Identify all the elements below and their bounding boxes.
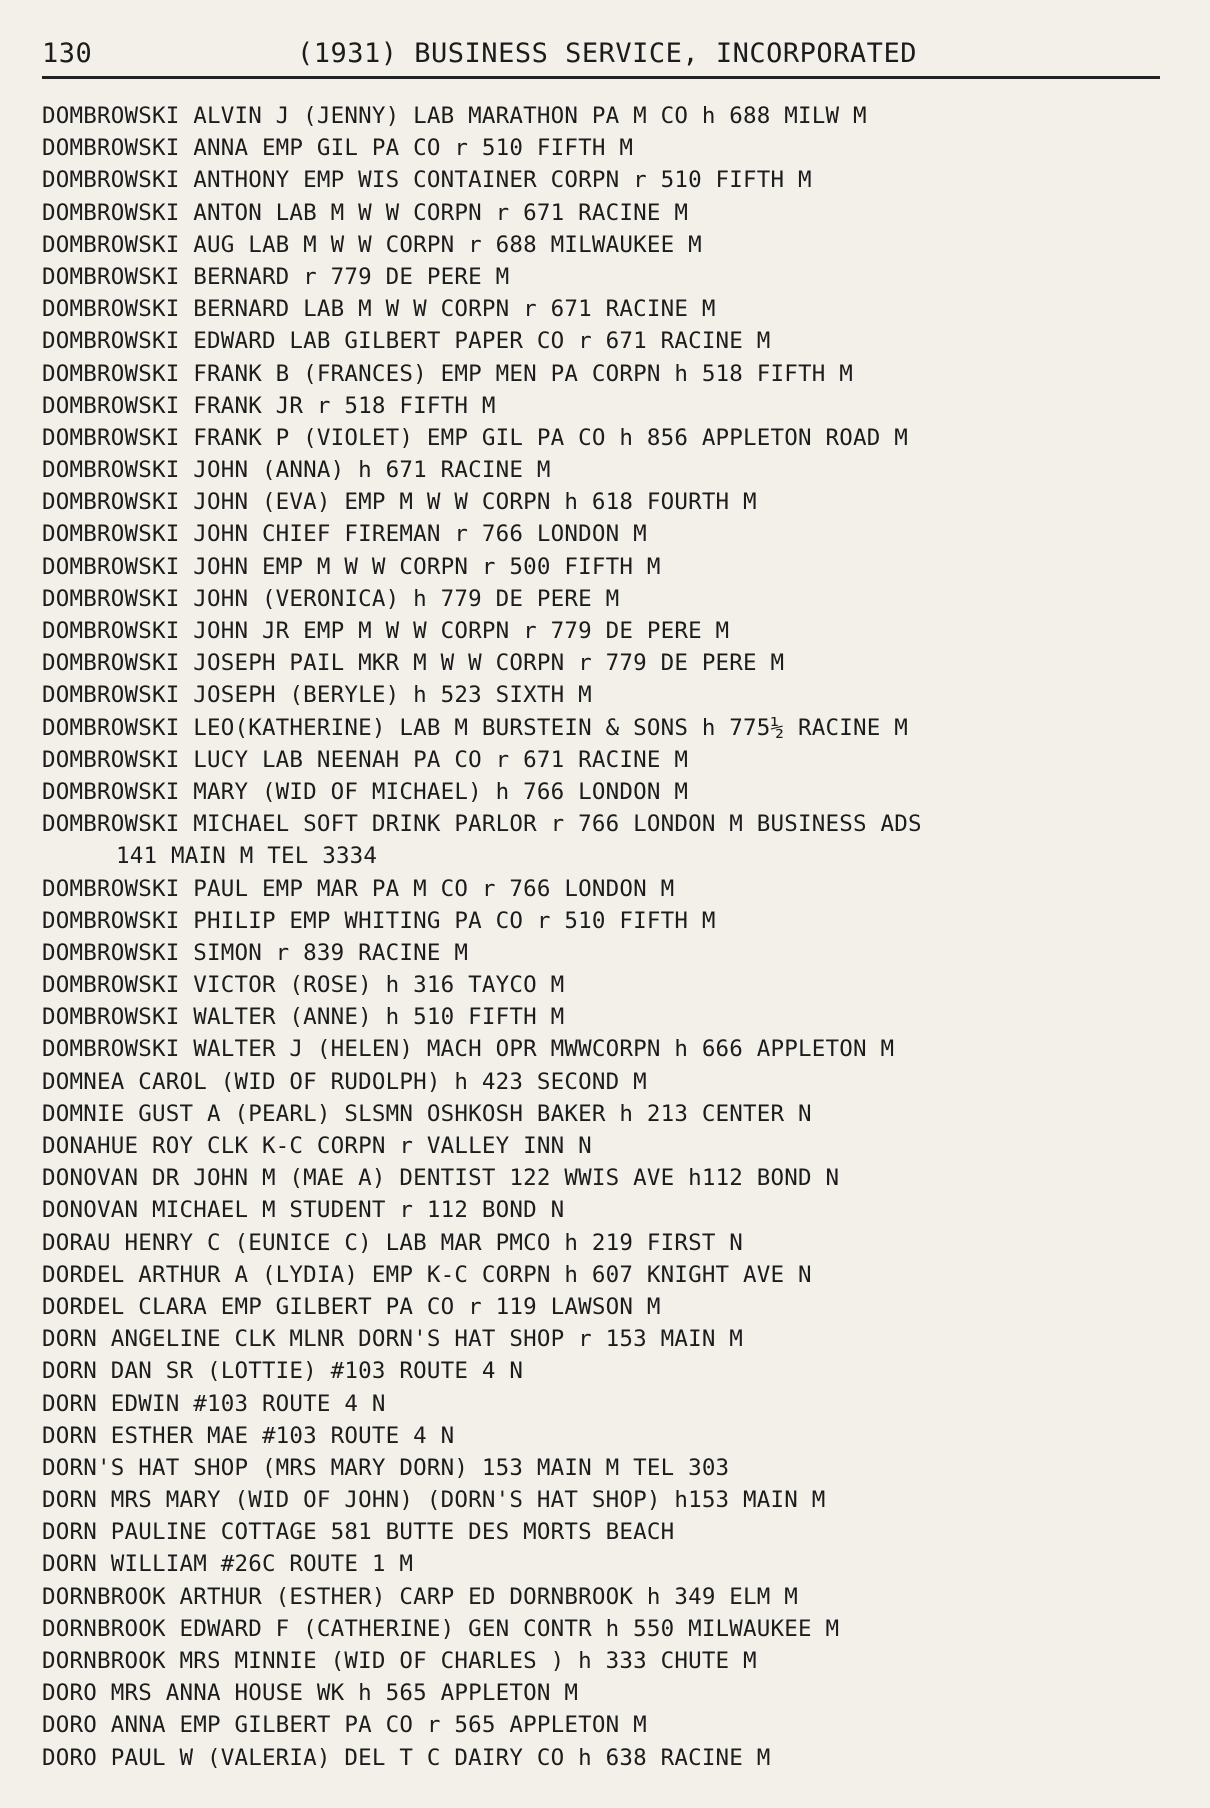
directory-entry: DORO PAUL W (VALERIA) DEL T C DAIRY CO h 638 RACINE M: [42, 1744, 771, 1771]
directory-entry: DOMBROWSKI LUCY LAB NEENAH PA CO r 671 RACINE M: [42, 746, 689, 773]
directory-entry: DOMBROWSKI JOSEPH (BERYLE) h 523 SIXTH M: [42, 682, 592, 709]
page-header: [42, 30, 1162, 72]
directory-entry: DOMBROWSKI JOHN (VERONICA) h 779 DE PERE M: [42, 585, 620, 612]
directory-entry: DONAHUE ROY CLK K-C CORPN r VALLEY INN N: [42, 1133, 592, 1159]
directory-entry: DOMBROWSKI JOHN EMP M W W CORPN r 500 FIFTH M: [42, 553, 661, 580]
directory-entry: DOMBROWSKI ALVIN J (JENNY) LAB MARATHON PA M CO h 688 MILW M: [42, 103, 867, 129]
directory-entry: DORN PAULINE COTTAGE 581 BUTTE DES MORTS BEACH: [42, 1519, 675, 1546]
directory-entry: DOMBROWSKI SIMON r 839 RACINE M: [42, 939, 469, 966]
directory-entry: DORN ESTHER MAE #103 ROUTE 4 N: [42, 1422, 455, 1449]
directory-entry: DORAU HENRY C (EUNICE C) LAB MAR PMCO h 219 FIRST N: [42, 1229, 744, 1256]
directory-entry: DOMBROWSKI ANTON LAB M W W CORPN r 671 RACINE M: [42, 199, 689, 226]
directory-entry: DOMBROWSKI AUG LAB M W W CORPN r 688 MILWAUKEE M: [42, 231, 702, 258]
directory-entry: DOMBROWSKI JOHN (EVA) EMP M W W CORPN h 618 FOURTH M: [42, 489, 757, 516]
directory-entry: 141 MAIN M TEL 3334: [116, 843, 378, 870]
directory-entry: DORN MRS MARY (WID OF JOHN) (DORN'S HAT SHOP) h153 MAIN M: [42, 1487, 826, 1514]
directory-entry: DORN EDWIN #103 ROUTE 4 N: [42, 1390, 386, 1417]
directory-entry: DORN ANGELINE CLK MLNR DORN'S HAT SHOP r 153 MAIN M: [42, 1326, 744, 1353]
directory-entry: DOMBROWSKI JOHN (ANNA) h 671 RACINE M: [42, 457, 551, 484]
directory-entry: DOMBROWSKI MARY (WID OF MICHAEL) h 766 LONDON M: [42, 778, 689, 805]
directory-entry: DOMBROWSKI JOHN JR EMP M W W CORPN r 779 DE PERE M: [42, 618, 730, 644]
directory-entry: DOMBROWSKI PHILIP EMP WHITING PA CO r 510 FIFTH M: [42, 907, 716, 934]
directory-entry: DORDEL ARTHUR A (LYDIA) EMP K-C CORPN h 607 KNIGHT AVE N: [42, 1261, 812, 1288]
directory-entry: DORNBROOK ARTHUR (ESTHER) CARP ED DORNBROOK h 349 ELM M: [42, 1583, 799, 1610]
directory-entry: DOMBROWSKI LEO(KATHERINE) LAB M BURSTEIN & SONS h 775½ RACINE M: [42, 714, 909, 741]
directory-entry: DOMBROWSKI PAUL EMP MAR PA M CO r 766 LONDON M: [42, 875, 675, 902]
directory-entry: DOMBROWSKI VICTOR (ROSE) h 316 TAYCO M: [42, 972, 565, 999]
directory-entry: DOMBROWSKI ANTHONY EMP WIS CONTAINER CORPN r 510 FIFTH M: [42, 167, 812, 194]
header-rule: [42, 76, 1160, 79]
directory-entry: DOMBROWSKI WALTER (ANNE) h 510 FIFTH M: [42, 1004, 565, 1031]
directory-entry: DOMBROWSKI FRANK B (FRANCES) EMP MEN PA CORPN h 518 FIFTH M: [42, 360, 854, 387]
directory-entry: DOMBROWSKI WALTER J (HELEN) MACH OPR MWWCORPN h 666 APPLETON M: [42, 1036, 895, 1063]
directory-entry: DOMNIE GUST A (PEARL) SLSMN OSHKOSH BAKER h 213 CENTER N: [42, 1100, 812, 1127]
directory-entry: DOMBROWSKI FRANK JR r 518 FIFTH M: [42, 392, 496, 419]
directory-entry: DOMBROWSKI JOSEPH PAIL MKR M W W CORPN r 779 DE PERE M: [42, 650, 785, 677]
page-number: 130: [42, 38, 93, 69]
directory-entry: DOMBROWSKI MICHAEL SOFT DRINK PARLOR r 766 LONDON M BUSINESS ADS: [42, 811, 922, 838]
directory-entry: DORN'S HAT SHOP (MRS MARY DORN) 153 MAIN M TEL 303: [42, 1454, 730, 1481]
directory-entry: DORNBROOK EDWARD F (CATHERINE) GEN CONTR h 550 MILWAUKEE M: [42, 1615, 840, 1642]
directory-entry: DOMNEA CAROL (WID OF RUDOLPH) h 423 SECOND M: [42, 1068, 647, 1095]
directory-entry: DOMBROWSKI JOHN CHIEF FIREMAN r 766 LONDON M: [42, 521, 647, 548]
directory-entry: DONOVAN MICHAEL M STUDENT r 112 BOND N: [42, 1197, 565, 1224]
directory-entries: [42, 100, 1172, 1774]
directory-entry: DORO MRS ANNA HOUSE WK h 565 APPLETON M: [42, 1680, 579, 1707]
directory-entry: DONOVAN DR JOHN M (MAE A) DENTIST 122 WWIS AVE h112 BOND N: [42, 1165, 840, 1192]
directory-entry: DOMBROWSKI ANNA EMP GIL PA CO r 510 FIFTH M: [42, 135, 634, 162]
page-title: (1931) BUSINESS SERVICE, INCORPORATED: [297, 38, 917, 69]
directory-entry: DORN DAN SR (LOTTIE) #103 ROUTE 4 N: [42, 1358, 524, 1385]
directory-entry: DOMBROWSKI FRANK P (VIOLET) EMP GIL PA CO h 856 APPLETON ROAD M: [42, 424, 909, 451]
directory-entry: DOMBROWSKI EDWARD LAB GILBERT PAPER CO r 671 RACINE M: [42, 328, 771, 355]
directory-entry: DORN WILLIAM #26C ROUTE 1 M: [42, 1551, 414, 1578]
directory-entry: DORO ANNA EMP GILBERT PA CO r 565 APPLETON M: [42, 1712, 647, 1739]
directory-entry: DORNBROOK MRS MINNIE (WID OF CHARLES ) h 333 CHUTE M: [42, 1648, 757, 1674]
directory-entry: DORDEL CLARA EMP GILBERT PA CO r 119 LAWSON M: [42, 1293, 661, 1320]
directory-entry: DOMBROWSKI BERNARD r 779 DE PERE M: [42, 263, 510, 290]
directory-entry: DOMBROWSKI BERNARD LAB M W W CORPN r 671 RACINE M: [42, 296, 716, 323]
